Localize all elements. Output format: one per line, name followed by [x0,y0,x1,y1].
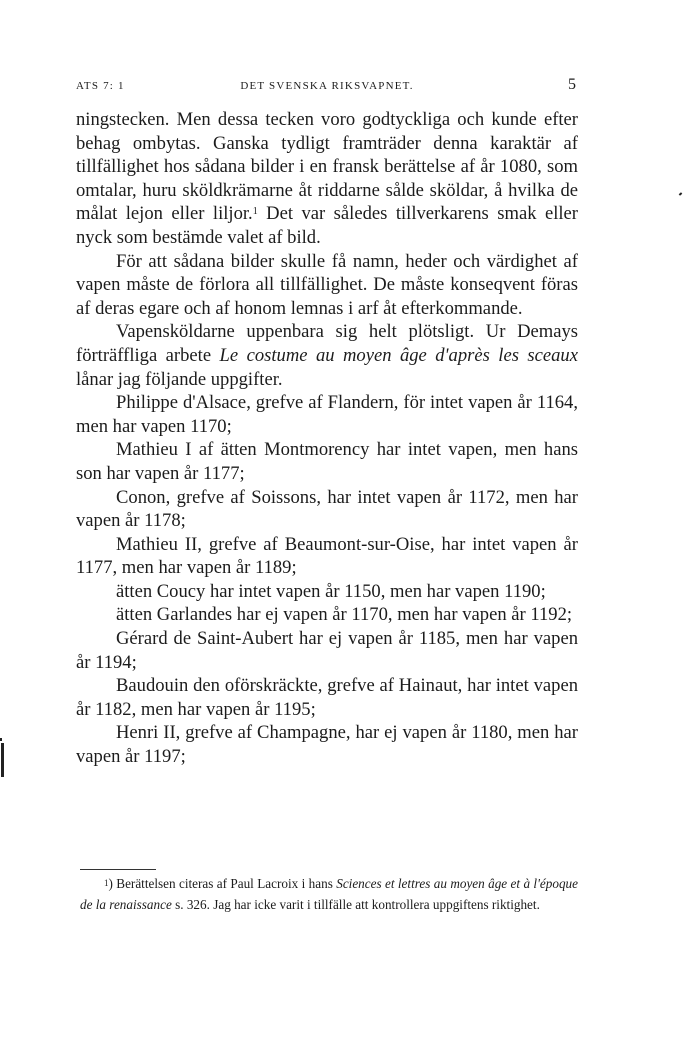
footnote: $^1$) Berättelsen citeras af Paul Lacroix i hans Sciences et lettres au moyen âge et à l'époque de la renaissance s. 326. Jag har icke varit i tillfälle att kontrollera uppgiftens riktighet. [80,876,578,912]
cited-work-title: Le costume au moyen âge d'après les sceaux [219,344,578,366]
paragraph-1: ningstecken. Men dessa tecken voro godtyckliga och kunde efter behag ombytas. Ganska tydligt framträder denna karaktär af tillfällighet hos sådana bilder i en fransk berättelse af år 1080, som omtalar, huru sköldkrämarne åt riddarne sålde sköldar, å hvilka de målat lejon eller liljor.$^1$ Det var således tillverkarens smak eller nyck som bestämde valet af bild. [76,109,578,248]
list-entry: Mathieu I af ätten Montmorency har intet vapen, men hans son har vapen år 1177; [76,439,578,484]
scan-speck [679,192,683,195]
list-entry: Henri II, grefve af Champagne, har ej vapen år 1180, men har vapen år 1197; [76,722,578,768]
page-number: 5 [568,76,576,93]
running-title: DET SVENSKA RIKSVAPNET. [240,80,414,92]
running-header [76,76,578,96]
list-entry: Conon, grefve af Soissons, har intet vapen år 1172, men har vapen år 1178; [76,486,578,532]
main-text [76,108,578,769]
binding-edge-mark [0,738,2,741]
list-entry: Philippe d'Alsace, grefve af Flandern, för intet vapen år 1164, men har vapen 1170; [76,392,578,437]
list-entry: ätten Garlandes har ej vapen år 1170, men har vapen år 1192; [116,604,573,626]
list-entry: Mathieu II, grefve af Beaumont-sur-Oise, har intet vapen år 1177, men har vapen år 1189; [76,533,578,579]
list-entry: ätten Coucy har intet vapen år 1150, men har vapen 1190; [116,580,546,602]
paragraph-3: Vapensköldarne uppenbara sig helt plötsligt. Ur Demays förträffliga arbete Le costume au moyen âge d'après les sceaux lånar jag följande uppgifter. [76,321,578,390]
footnote-divider [80,869,156,870]
footnote-marker: 1 [104,878,109,888]
binding-edge-mark [1,743,4,777]
paragraph-2: För att sådana bilder skulle få namn, heder och värdighet af vapen måste de förlora all tillfällighet. De måste konseqvent föras af deras egare och af honom lemnas i arf åt efterkommande. [76,250,578,319]
footnote-cited-title: Sciences et lettres au moyen âge et à l'époque de la renaissance [80,876,578,912]
footnote-reference: 1 [252,206,258,218]
list-entry: Gérard de Saint-Aubert har ej vapen år 1185, men har vapen år 1194; [76,628,578,673]
list-entry: Baudouin den oförskräckte, grefve af Hainaut, har intet vapen år 1182, men har vapen år 1195; [76,675,578,720]
signature-mark: ATS 7: 1 [76,80,125,92]
